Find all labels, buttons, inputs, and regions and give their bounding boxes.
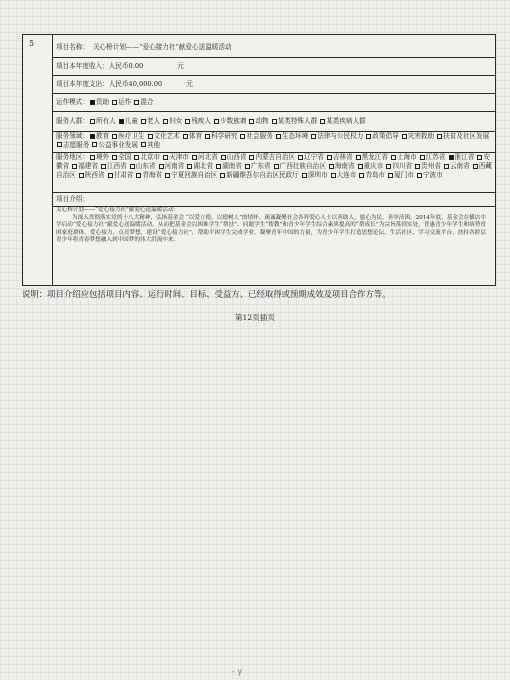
service-region-option bbox=[191, 153, 218, 161]
service-region-option-text: 西藏自治区 bbox=[56, 162, 492, 180]
service-region-option-text: 甘肃省 bbox=[113, 171, 134, 180]
service-field-option-text: 体育 bbox=[188, 132, 203, 140]
service-audience-checkbox[interactable] bbox=[141, 119, 146, 124]
service-region-checkbox[interactable] bbox=[327, 155, 332, 160]
service-audience-option-text: 少数族裔 bbox=[220, 117, 247, 125]
service-region-option bbox=[273, 162, 326, 170]
service-region-option bbox=[78, 171, 105, 179]
service-field-option-text: 生态环境 bbox=[281, 132, 309, 140]
service-field-option-text: 医疗卫生 bbox=[118, 132, 145, 140]
service-region-option-text: 四川省 bbox=[392, 162, 413, 171]
operation-mode-option bbox=[89, 98, 109, 106]
project-form-table bbox=[22, 34, 496, 286]
service-field-option bbox=[111, 132, 144, 140]
service-region-checkbox[interactable] bbox=[221, 155, 226, 160]
service-region-checkbox[interactable] bbox=[473, 164, 478, 169]
service-region-option bbox=[220, 153, 247, 161]
service-region-option-text: 青海省 bbox=[142, 171, 163, 180]
service-region-option-text: 厦门市 bbox=[394, 171, 414, 180]
expense-label: 项目本年度支出：人民币 bbox=[56, 80, 129, 88]
service-region-option bbox=[443, 162, 470, 170]
service-field-option bbox=[182, 132, 202, 140]
service-audience-checkbox[interactable] bbox=[249, 119, 254, 124]
service-region-option-text: 上海市 bbox=[396, 153, 417, 161]
service-region-option-text: 新疆维吾尔自治区民政厅 bbox=[226, 171, 299, 180]
service-audience-option bbox=[213, 117, 246, 125]
service-region-checkbox[interactable] bbox=[130, 164, 135, 169]
service-audience-row bbox=[53, 111, 495, 132]
service-audience-option bbox=[118, 117, 138, 125]
service-field-option bbox=[204, 132, 237, 140]
service-region-row bbox=[53, 152, 495, 193]
service-region-checkbox[interactable] bbox=[298, 155, 303, 160]
service-audience-option-text: 妇女 bbox=[169, 117, 183, 125]
service-region-checkbox[interactable] bbox=[274, 164, 279, 169]
row-index: 5 bbox=[29, 39, 35, 48]
service-region-option bbox=[301, 171, 328, 179]
service-audience-option bbox=[271, 117, 318, 125]
service-region-checkbox[interactable] bbox=[359, 173, 364, 178]
service-region-checkbox[interactable] bbox=[216, 164, 221, 169]
service-field-option-text: 扶贫及社区发展 bbox=[443, 132, 490, 140]
expense-value: 40,000.00 bbox=[128, 80, 163, 88]
operation-mode-checkbox[interactable] bbox=[90, 100, 95, 105]
project-intro-body: 为深入贯彻落实党的十八大精神，弘扬基金会 “以爱立德，以德树人”的情怀，竭诚凝聚社会各界爱心人士以善助人，慈心为民，善举济困。2014年底，基金会在横店中学启动“爱心接力社”献爱心送温暖活动，从而把基金会以困难学生“帮扶”、问题学生“帮教”和青少年学生综合素质提高的“帮成长”为宗旨落到实处，普惠青少年学生和病势贫困家庭群体，爱心接力，点亮梦想，建设“爱心接力社”，帮助平困学生完成学业，凝聚青年中国的力量，为青少年学生打造思想论坛、生活社区、学习交流平台，扶持各阶层青少年将青春梦想融入到中国梦的伟大洪流中来。 bbox=[56, 214, 486, 244]
operation-mode-row bbox=[53, 93, 495, 112]
service-field-checkbox[interactable] bbox=[240, 134, 245, 139]
service-region-option bbox=[186, 162, 213, 170]
service-region-option bbox=[162, 153, 189, 161]
service-audience-checkbox[interactable] bbox=[119, 119, 124, 124]
service-region-option-text: 海南省 bbox=[334, 162, 355, 171]
service-audience-option-text: 所有人 bbox=[95, 117, 116, 125]
service-audience-checkbox[interactable] bbox=[320, 119, 325, 124]
service-field-checkbox[interactable] bbox=[276, 134, 281, 139]
service-region-option-text: 北京市 bbox=[140, 153, 161, 161]
page-insert-label: 第12页插页 bbox=[234, 313, 276, 322]
service-field-option bbox=[140, 141, 160, 149]
service-region-option bbox=[358, 171, 385, 179]
service-field-label: 服务领域： bbox=[56, 132, 89, 140]
project-intro-label-row bbox=[53, 192, 495, 207]
service-region-checkbox[interactable] bbox=[187, 164, 192, 169]
service-field-checkbox[interactable] bbox=[366, 134, 371, 139]
income-unit: 元 bbox=[177, 62, 184, 70]
service-audience-option bbox=[140, 117, 160, 125]
service-field-option-text: 政策倡导 bbox=[372, 132, 399, 140]
service-region-checkbox[interactable] bbox=[79, 173, 84, 178]
service-audience-checkbox[interactable] bbox=[90, 119, 95, 124]
service-region-option-text: 境外 bbox=[95, 153, 110, 161]
service-audience-option bbox=[89, 117, 116, 125]
service-field-option-text: 教育 bbox=[95, 132, 110, 140]
service-region-checkbox[interactable] bbox=[220, 173, 225, 178]
project-name-value: 关心桥计划——“爱心接力社”献爱心送温暖活动 bbox=[92, 43, 232, 51]
service-region-option bbox=[357, 162, 384, 170]
service-field-option bbox=[365, 132, 398, 140]
project-intro-label: 项目介绍： bbox=[56, 195, 89, 203]
service-region-option-text: 贵州省 bbox=[421, 162, 441, 171]
service-region-option-text: 天津市 bbox=[169, 153, 189, 161]
project-intro-text bbox=[56, 207, 486, 245]
operation-mode-option-text: 混合 bbox=[140, 98, 154, 106]
service-region-checkbox[interactable] bbox=[245, 164, 250, 169]
operation-mode-label: 运作模式： bbox=[56, 98, 89, 106]
service-audience-option bbox=[184, 117, 211, 125]
service-region-option bbox=[164, 171, 217, 179]
service-region-option-text: 青岛市 bbox=[365, 171, 386, 180]
operation-mode-checkbox[interactable] bbox=[134, 100, 139, 105]
service-region-option bbox=[133, 153, 160, 161]
service-field-option bbox=[401, 132, 434, 140]
service-region-option-text: 山东省 bbox=[135, 162, 156, 171]
service-region-option-text: 重庆市 bbox=[363, 162, 384, 171]
service-field-checkbox[interactable] bbox=[92, 142, 97, 147]
service-region-option-text: 宁夏回族自治区 bbox=[171, 171, 218, 180]
service-region-checkbox[interactable] bbox=[388, 173, 393, 178]
service-field-checkbox[interactable] bbox=[311, 134, 316, 139]
service-region-checkbox[interactable] bbox=[249, 155, 254, 160]
service-region-checkbox[interactable] bbox=[356, 155, 361, 160]
service-region-option bbox=[448, 153, 475, 161]
service-region-checkbox[interactable] bbox=[417, 173, 422, 178]
service-region-option bbox=[219, 171, 299, 179]
service-audience-option bbox=[248, 117, 268, 125]
service-field-option bbox=[436, 132, 489, 140]
service-region-option bbox=[89, 153, 109, 161]
service-region-checkbox[interactable] bbox=[101, 164, 106, 169]
service-region-option bbox=[244, 162, 271, 170]
service-field-option-text: 其他 bbox=[146, 140, 161, 149]
service-field-checkbox[interactable] bbox=[183, 134, 188, 139]
service-field-option bbox=[89, 132, 109, 140]
service-region-option bbox=[107, 171, 134, 179]
service-region-checkbox[interactable] bbox=[112, 155, 117, 160]
service-field-option-text: 灾害救助 bbox=[407, 132, 435, 140]
service-region-option bbox=[387, 171, 414, 179]
service-region-option-text: 全国 bbox=[118, 153, 132, 161]
project-name-label: 项目名称： bbox=[56, 43, 89, 51]
service-region-checkbox[interactable] bbox=[331, 173, 336, 178]
service-region-option bbox=[390, 153, 417, 161]
service-region-label: 服务地区： bbox=[56, 153, 89, 161]
service-field-option-text: 公益事业发展 bbox=[98, 140, 138, 149]
service-audience-checkbox[interactable] bbox=[185, 119, 190, 124]
service-region-checkbox[interactable] bbox=[108, 173, 113, 178]
service-region-option bbox=[158, 162, 185, 170]
service-region-option-text: 河北省 bbox=[197, 153, 218, 161]
project-name-row bbox=[53, 35, 495, 58]
service-audience-option-text: 老人 bbox=[146, 117, 161, 125]
service-audience-label: 服务人群： bbox=[56, 117, 89, 125]
operation-mode-option-text: 资助 bbox=[95, 98, 110, 106]
service-region-checkbox[interactable] bbox=[163, 155, 168, 160]
service-audience-option-text: 某类疾病人群 bbox=[326, 117, 366, 125]
service-region-option-text: 陕西省 bbox=[84, 171, 105, 180]
service-field-option-text: 科学研究 bbox=[211, 132, 238, 140]
service-field-option bbox=[91, 141, 138, 149]
service-region-option-text: 内蒙古自治区 bbox=[255, 153, 296, 161]
service-region-option-text: 宁波市 bbox=[422, 171, 443, 180]
service-region-option-text: 湖南省 bbox=[222, 162, 242, 171]
income-row bbox=[53, 57, 495, 76]
service-region-checkbox[interactable] bbox=[159, 164, 164, 169]
service-field-checkbox[interactable] bbox=[112, 134, 117, 139]
service-region-options bbox=[56, 153, 492, 179]
service-field-option-text: 志愿服务 bbox=[63, 140, 90, 149]
footer-pen-mark: - y bbox=[232, 667, 243, 676]
service-region-option-text: 云南省 bbox=[449, 162, 470, 171]
service-region-option bbox=[248, 153, 295, 161]
service-region-option bbox=[414, 162, 441, 170]
service-region-option bbox=[71, 162, 98, 170]
service-region-checkbox[interactable] bbox=[420, 155, 425, 160]
service-region-option-text: 辽宁省 bbox=[304, 153, 324, 161]
service-audience-options bbox=[89, 117, 368, 125]
service-field-option-text: 法律与公民权力 bbox=[317, 132, 364, 140]
service-field-option bbox=[56, 141, 89, 149]
service-region-checkbox[interactable] bbox=[358, 164, 363, 169]
service-region-checkbox[interactable] bbox=[90, 155, 95, 160]
service-audience-checkbox[interactable] bbox=[163, 119, 168, 124]
service-field-checkbox[interactable] bbox=[90, 134, 95, 139]
service-region-option bbox=[297, 153, 324, 161]
service-region-option-text: 江苏省 bbox=[425, 153, 446, 161]
service-region-option bbox=[330, 171, 357, 179]
service-region-checkbox[interactable] bbox=[165, 173, 170, 178]
service-region-option bbox=[328, 162, 355, 170]
service-region-checkbox[interactable] bbox=[477, 155, 482, 160]
service-region-option bbox=[355, 153, 388, 161]
service-audience-option-text: 某类特殊人群 bbox=[277, 117, 318, 125]
service-region-option-text: 吉林省 bbox=[332, 153, 353, 161]
service-region-option bbox=[100, 162, 127, 170]
operation-mode-options bbox=[89, 98, 156, 106]
service-audience-option bbox=[319, 117, 366, 125]
expense-row bbox=[53, 75, 495, 94]
operation-mode-checkbox[interactable] bbox=[112, 100, 117, 105]
service-field-option bbox=[275, 132, 308, 140]
service-field-option bbox=[239, 132, 272, 140]
service-field-checkbox[interactable] bbox=[437, 134, 442, 139]
service-audience-checkbox[interactable] bbox=[214, 119, 219, 124]
service-region-option-text: 大连市 bbox=[336, 171, 357, 180]
project-intro-title: 关心桥计划——“爱心接力社”献爱心送温暖活动： bbox=[56, 207, 180, 213]
service-region-checkbox[interactable] bbox=[415, 164, 420, 169]
index-column bbox=[23, 35, 53, 285]
service-region-checkbox[interactable] bbox=[72, 164, 77, 169]
service-region-option bbox=[416, 171, 443, 179]
service-region-option-text: 广东省 bbox=[250, 162, 271, 171]
service-region-option-text: 广西壮族自治区 bbox=[279, 162, 326, 171]
service-region-checkbox[interactable] bbox=[386, 164, 391, 169]
service-region-option-text: 深圳市 bbox=[307, 171, 328, 180]
service-region-option bbox=[129, 162, 156, 170]
service-region-option bbox=[326, 153, 353, 161]
operation-mode-option-text: 运作 bbox=[118, 98, 132, 106]
service-region-checkbox[interactable] bbox=[302, 173, 307, 178]
service-audience-option-text: 动物 bbox=[255, 117, 269, 125]
income-label: 项目本年度收入：人民币 bbox=[56, 62, 129, 70]
service-audience-option bbox=[162, 117, 182, 125]
service-region-checkbox[interactable] bbox=[192, 155, 197, 160]
operation-mode-option bbox=[133, 98, 153, 106]
service-region-option bbox=[135, 171, 162, 179]
service-field-checkbox[interactable] bbox=[402, 134, 407, 139]
service-region-option bbox=[419, 153, 446, 161]
service-region-option-text: 福建省 bbox=[78, 162, 98, 171]
income-value: 0.00 bbox=[128, 62, 144, 70]
service-region-option-text: 湖北省 bbox=[193, 162, 214, 171]
service-field-options bbox=[56, 132, 491, 149]
explanation-note: 说明：项目介绍应包括项目内容、运行时间、目标、受益方、已经取得或预期成效及项目合作方等。 bbox=[22, 289, 391, 299]
service-field-option-text: 社会服务 bbox=[246, 132, 273, 140]
service-field-row bbox=[53, 131, 495, 153]
service-field-checkbox[interactable] bbox=[205, 134, 210, 139]
service-region-option-text: 黑龙江省 bbox=[361, 153, 388, 161]
service-field-option bbox=[310, 132, 363, 140]
service-region-checkbox[interactable] bbox=[134, 155, 139, 160]
service-region-option bbox=[215, 162, 242, 170]
service-region-checkbox[interactable] bbox=[136, 173, 141, 178]
service-region-option-text: 山西省 bbox=[226, 153, 247, 161]
expense-unit: 元 bbox=[186, 80, 193, 88]
service-audience-option-text: 儿童 bbox=[124, 117, 138, 125]
project-intro-content-row bbox=[53, 206, 495, 285]
service-region-option bbox=[111, 153, 131, 161]
service-region-option-text: 河南省 bbox=[164, 162, 185, 171]
service-region-option bbox=[385, 162, 412, 170]
service-field-checkbox[interactable] bbox=[141, 142, 146, 147]
service-region-option-text: 江西省 bbox=[106, 162, 127, 171]
service-region-checkbox[interactable] bbox=[391, 155, 396, 160]
service-region-checkbox[interactable] bbox=[329, 164, 334, 169]
service-field-option bbox=[147, 132, 180, 140]
service-audience-checkbox[interactable] bbox=[272, 119, 277, 124]
service-region-option-text: 浙江省 bbox=[454, 153, 475, 161]
operation-mode-option bbox=[111, 98, 131, 106]
service-region-option-text: 安徽省 bbox=[56, 153, 490, 171]
service-region-checkbox[interactable] bbox=[449, 155, 454, 160]
service-region-checkbox[interactable] bbox=[444, 164, 449, 169]
service-field-checkbox[interactable] bbox=[148, 134, 153, 139]
service-audience-option-text: 残疾人 bbox=[191, 117, 212, 125]
service-field-option-text: 文化艺术 bbox=[153, 132, 180, 140]
service-field-checkbox[interactable] bbox=[57, 142, 62, 147]
